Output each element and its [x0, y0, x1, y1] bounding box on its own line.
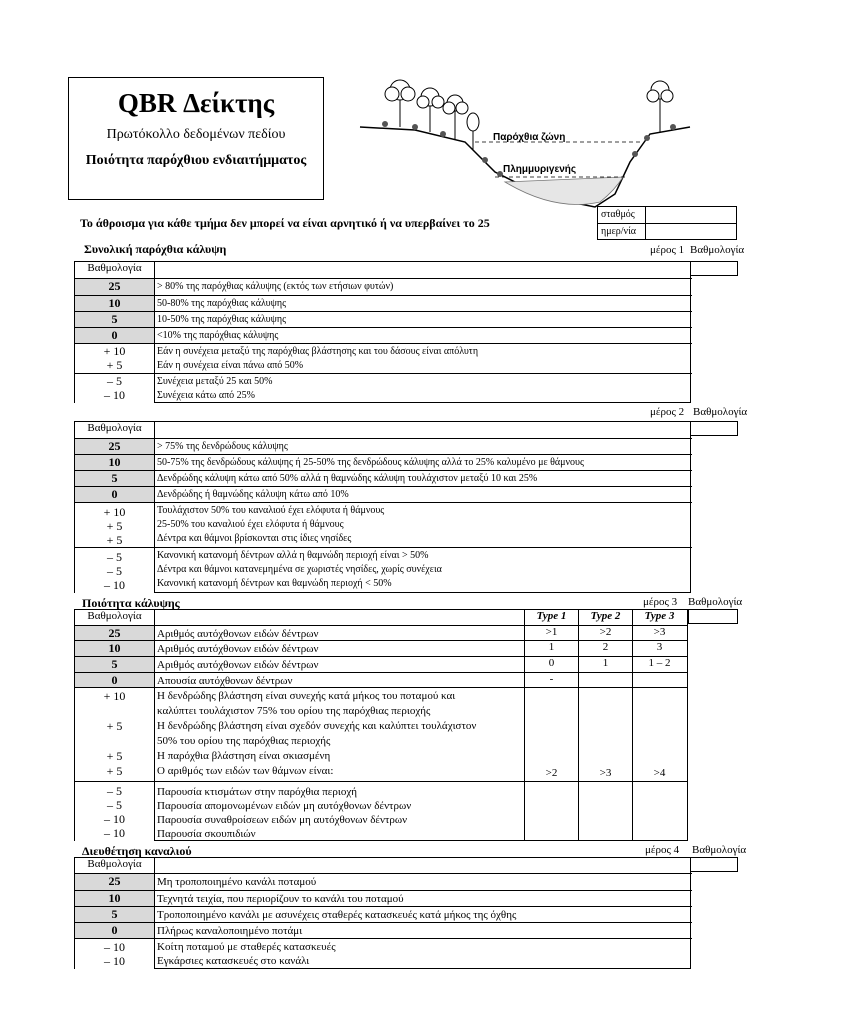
type-1-value: 0	[548, 657, 555, 669]
section-4-title: Διευθέτηση καναλιού	[82, 844, 192, 858]
row-text: <10% της παρόχθιας κάλυψης	[157, 330, 279, 341]
type-1-value: -	[549, 673, 554, 685]
score-line: + 5	[106, 358, 123, 372]
score-line: – 5	[107, 564, 122, 578]
row-text: 10-50% της παρόχθιας κάλυψης	[157, 314, 287, 325]
row-score	[75, 503, 155, 547]
score-header: Βαθμολογία	[75, 262, 155, 278]
text-line: Συνέχεια μεταξύ 25 και 50%	[157, 376, 273, 387]
type-1-value: 1	[548, 641, 555, 653]
text-line: Παρουσία απομονωμένων ειδών μη αυτόχθονων δέντρων	[157, 800, 412, 812]
text-line: Κανονική κατανομή δέντρων και θαμνώδη περιοχή < 50%	[157, 578, 392, 589]
floodplain-label: Πλημμυριγενής	[503, 164, 577, 175]
section-2-score-box[interactable]	[690, 421, 738, 436]
row-score: 5	[75, 312, 155, 327]
row-score: 25	[75, 626, 155, 640]
row-text: > 80% της παρόχθιας κάλυψης (εκτός των ετήσιων φυτών)	[157, 281, 394, 292]
table-row	[75, 454, 692, 470]
table-row	[75, 922, 692, 938]
row-score: 25	[75, 874, 155, 890]
row-text	[157, 940, 336, 968]
score-line: + 10	[103, 505, 126, 519]
date-field[interactable]	[598, 224, 736, 240]
score-line: – 5	[107, 374, 122, 388]
section-1-table	[74, 261, 691, 403]
text-line: Η δενδρώδης βλάστηση είναι συνεχής κατά μήκος του ποταμού και	[157, 690, 456, 702]
section-1-score-box[interactable]	[690, 261, 738, 276]
text-line: Παρουσία κτισμάτων στην παρόχθια περιοχή	[157, 786, 357, 798]
table-row	[75, 656, 687, 672]
text-line: Δέντρα και θάμνοι βρίσκονται στις ίδιες νησίδες	[157, 533, 352, 544]
row-score: 0	[75, 673, 155, 687]
section-2-part: μέρος 2	[650, 406, 685, 418]
page-subtitle-2: Ποιότητα παρόχθιου ενδιαιτήμματος	[85, 153, 307, 168]
text-line: Ο αριθμός των ειδών των θάμνων είναι:	[157, 765, 334, 777]
table-row	[75, 906, 692, 922]
row-score: 5	[75, 657, 155, 672]
score-header: Βαθμολογία	[75, 422, 155, 438]
row-text: Αριθμός αυτόχθονων ειδών δέντρων	[157, 628, 319, 640]
section-3-title: Ποιότητα κάλυψης	[82, 596, 180, 610]
section-3-part: μέρος 3	[643, 596, 678, 608]
section-4-score-label: Βαθμολογία	[692, 844, 747, 856]
section-2-table	[74, 421, 691, 593]
score-line: – 10	[104, 954, 125, 968]
row-text: Αριθμός αυτόχθονων ειδών δέντρων	[157, 659, 319, 671]
station-field[interactable]	[598, 207, 736, 224]
score-line: – 10	[104, 826, 125, 840]
page-title: QBR Δείκτης	[117, 88, 275, 118]
row-score: 0	[75, 487, 155, 502]
table-row	[75, 470, 692, 486]
table-row	[75, 687, 687, 781]
type-3-value: >3	[653, 626, 666, 638]
text-line: καλύπτει τουλάχιστον 75% του ορίου της παρόχθιας περιοχής	[157, 705, 431, 717]
station-date-box	[597, 206, 737, 240]
title-box	[68, 77, 324, 200]
table-row	[75, 343, 692, 373]
row-text	[157, 345, 478, 373]
row-score: 0	[75, 328, 155, 343]
type-2-value: 2	[602, 641, 609, 653]
text-line: Δέντρα και θάμνοι κατανεμημένα σε χωριστές νησίδες, χωρίς συνέχεια	[157, 564, 442, 575]
table-row	[75, 295, 692, 311]
row-score: 10	[75, 891, 155, 906]
text-line: 25-50% του καναλιού έχει ελόφυτα ή θάμνους	[157, 519, 344, 530]
row-text: Τεχνητά τειχία, που περιορίζουν το κανάλι του ποταμού	[157, 893, 404, 905]
score-line: + 10	[103, 689, 126, 703]
score-line: – 5	[107, 550, 122, 564]
section-4-table	[74, 857, 691, 969]
row-text	[157, 375, 273, 403]
text-line: Κανονική κατανομή δέντρων αλλά η θαμνώδη περιοχή είναι > 50%	[157, 550, 429, 561]
score-line: + 5	[106, 533, 123, 547]
score-header: Βαθμολογία	[75, 610, 155, 625]
row-text: Απουσία αυτόχθονων δέντρων	[157, 675, 293, 687]
section-3-header-row	[75, 610, 687, 625]
type-2-value: >2	[599, 626, 612, 638]
section-4-score-box[interactable]	[690, 857, 738, 872]
score-line: + 5	[106, 519, 123, 533]
table-row	[75, 311, 692, 327]
section-1-part: μέρος 1	[650, 244, 685, 256]
section-2-score-label: Βαθμολογία	[693, 406, 748, 418]
score-line: + 5	[106, 749, 123, 763]
row-text: 50-80% της παρόχθιας κάλυψης	[157, 298, 287, 309]
score-spacer	[75, 704, 154, 719]
table-row	[75, 938, 692, 969]
row-text: > 75% της δενδρώδους κάλυψης	[157, 441, 288, 452]
table-row	[75, 278, 692, 295]
type-2-value: 1	[602, 657, 609, 669]
row-text: 50-75% της δενδρώδους κάλυψης ή 25-50% της δενδρώδους κάλυψης αλλά το 25% καλυμένο με θάμνους	[157, 457, 584, 468]
section-2-header-row	[75, 422, 692, 438]
text-line: Εάν η συνέχεια είναι πάνω από 50%	[157, 360, 304, 371]
section-1-header-row	[75, 262, 692, 278]
riparian-zone-illustration	[355, 72, 695, 212]
table-row	[75, 373, 692, 403]
section-3-score-box[interactable]	[688, 609, 738, 624]
type-2-value: >3	[599, 767, 612, 779]
type-3-value: 3	[656, 641, 663, 653]
section-1-score-label: Βαθμολογία	[690, 244, 745, 256]
section-4-header-row	[75, 858, 692, 873]
text-line: Η δενδρώδης βλάστηση είναι σχεδόν συνεχής και καλύπτει τουλάχιστον	[157, 720, 477, 732]
type-1-header: Type 1	[536, 610, 567, 622]
score-line: + 5	[106, 719, 123, 733]
row-text: Δενδρώδης ή θαμνώδης κάλυψη κάτω από 10%	[157, 489, 349, 500]
section-3-table	[74, 609, 688, 841]
row-score: 5	[75, 907, 155, 922]
row-text	[157, 785, 411, 841]
row-text: Αριθμός αυτόχθονων ειδών δέντρων	[157, 643, 319, 655]
page-subtitle: Πρωτόκολλο δεδομένων πεδίου	[106, 127, 286, 142]
table-row	[75, 625, 687, 640]
type-3-value: >4	[653, 767, 666, 779]
row-score: 10	[75, 455, 155, 470]
station-label: σταθμός	[601, 209, 635, 220]
table-row	[75, 873, 692, 890]
table-row	[75, 672, 687, 687]
row-score	[75, 782, 155, 841]
score-spacer	[75, 734, 154, 749]
score-line: + 10	[103, 344, 126, 358]
section-3-score-label: Βαθμολογία	[688, 596, 743, 608]
sum-note: Το άθροισμα για κάθε τμήμα δεν μπορεί να είναι αρνητικό ή να υπερβαίνει το 25	[80, 216, 490, 230]
table-row	[75, 327, 692, 343]
type-3-value: 1 – 2	[648, 657, 671, 669]
score-line: – 5	[107, 798, 122, 812]
row-score: 25	[75, 439, 155, 454]
section-1-title: Συνολική παρόχθια κάλυψη	[84, 242, 227, 256]
score-line: – 5	[107, 784, 122, 798]
text-line: Παρουσία συναθροίσεων ειδών μη αυτόχθονων δέντρων	[157, 814, 408, 826]
type-3-header: Type 3	[644, 610, 675, 622]
row-score: 5	[75, 471, 155, 486]
score-line: – 10	[104, 388, 125, 402]
table-row	[75, 486, 692, 502]
text-line: Τουλάχιστον 50% του καναλιού έχει ελόφυτα ή θάμνους	[157, 505, 385, 516]
text-line: Κοίτη ποταμού με σταθερές κατασκευές	[157, 941, 336, 953]
row-score	[75, 939, 155, 969]
text-line: Η παρόχθια βλάστηση είναι σκιασμένη	[157, 750, 331, 762]
row-score	[75, 374, 155, 403]
text-line: Παρουσία σκουπιδιών	[157, 828, 256, 840]
table-row	[75, 640, 687, 656]
text-line: Εγκάρσιες κατασκευές στο κανάλι	[157, 955, 310, 967]
row-score: 0	[75, 923, 155, 938]
text-line: Συνέχεια κάτω από 25%	[157, 390, 255, 401]
text-line: Εάν η συνέχεια μεταξύ της παρόχθιας βλάστησης και του δάσους είναι απόλυτη	[157, 346, 479, 357]
riparian-zone-label: Παρόχθια ζώνη	[493, 132, 566, 143]
score-line: + 5	[106, 764, 123, 778]
row-score: 10	[75, 641, 155, 656]
row-score	[75, 548, 155, 593]
row-score	[75, 688, 155, 781]
section-4-part: μέρος 4	[645, 844, 680, 856]
row-score: 10	[75, 296, 155, 311]
row-text: Πλήρως καναλοποιημένο ποτάμι	[157, 925, 303, 937]
row-text	[157, 689, 476, 779]
table-row	[75, 890, 692, 906]
score-line: – 10	[104, 578, 125, 592]
row-text: Δενδρώδης κάλυψη κάτω από 50% αλλά η θαμνώδης κάλυψη τουλάχιστον μεταξύ 10 και 25%	[157, 473, 538, 484]
text-line: 50% του ορίου της παρόχθιας περιοχής	[157, 735, 331, 747]
row-text	[157, 504, 384, 546]
row-score	[75, 344, 155, 373]
score-line: – 10	[104, 812, 125, 826]
score-line: – 10	[104, 940, 125, 954]
row-text: Τροποποιημένο κανάλι με ασυνέχεις σταθερές κατασκευές κατά μήκος της όχθης	[157, 909, 517, 921]
row-text	[157, 549, 442, 591]
type-1-value: >1	[545, 626, 558, 638]
table-row	[75, 547, 692, 593]
row-score: 25	[75, 279, 155, 295]
table-row	[75, 438, 692, 454]
date-label: ημερ/νία	[601, 226, 637, 237]
type-2-header: Type 2	[590, 610, 621, 622]
score-header: Βαθμολογία	[75, 858, 155, 873]
table-row	[75, 502, 692, 547]
type-1-value: >2	[545, 767, 558, 779]
table-row	[75, 781, 687, 841]
row-text: Μη τροποποιημένο κανάλι ποταμού	[157, 876, 317, 888]
